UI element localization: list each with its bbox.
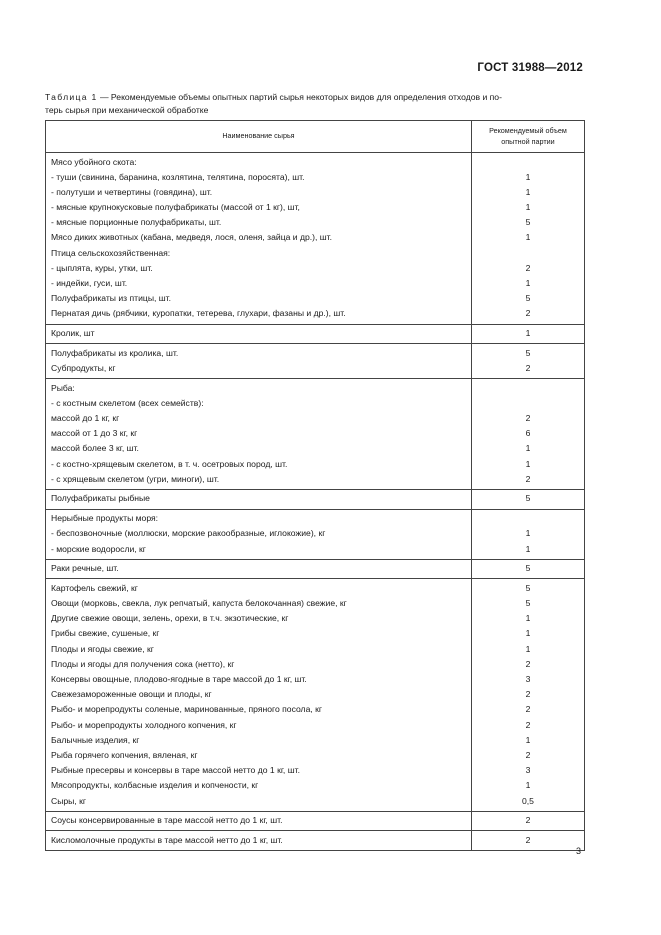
batch-volume-value: [472, 246, 584, 261]
batch-volume-cell: [471, 579, 584, 811]
raw-material-name: Кролик, шт: [51, 328, 95, 339]
raw-material-name: Плоды и ягоды для получения сока (нетто), кг: [51, 658, 235, 669]
raw-material-cell: [46, 489, 472, 509]
table-body: [46, 153, 585, 851]
raw-material-name: Соусы консервированные в таре массой нетто до 1 кг, шт.: [51, 815, 283, 826]
batch-volume-cell: [471, 379, 584, 490]
standard-code: ГОСТ 31988—2012: [477, 62, 583, 74]
table-row: [46, 324, 585, 344]
raw-material-name: Мясопродукты, колбасные изделия и копчености, кг: [51, 780, 259, 791]
table-caption-label: Таблица 1: [45, 92, 98, 102]
header-qty-column: [471, 121, 584, 153]
raw-material-name: Пернатая дичь (рябчики, куропатки, тетерева, глухари, фазаны и др.), шт.: [51, 308, 346, 319]
raw-material-cell: [46, 831, 472, 851]
batch-volume-value: 1: [525, 528, 531, 539]
batch-volume-value: 2: [525, 834, 531, 845]
raw-material-name: Овощи (морковь, свекла, лук репчатый, капуста белокочанная) свежие, кг: [51, 598, 347, 609]
batch-volume-value: 2: [525, 749, 531, 760]
raw-materials-table: [45, 120, 585, 851]
batch-volume-cell: [471, 509, 584, 559]
batch-volume-cell: [471, 559, 584, 579]
raw-material-name: Рыба:: [51, 382, 75, 393]
raw-material-name: - полутуши и четвертины (говядина), шт.: [51, 186, 213, 197]
raw-material-name: Балычные изделия, кг: [51, 734, 140, 745]
batch-volume-value: 1: [525, 202, 531, 213]
batch-volume-value: 2: [525, 704, 531, 715]
batch-volume-value: [472, 511, 584, 526]
batch-volume-value: 1: [525, 232, 531, 243]
raw-material-name: Птица сельскохозяйственная:: [51, 247, 171, 258]
batch-volume-value: 1: [525, 543, 531, 554]
batch-volume-value: 5: [525, 217, 531, 228]
table-row: [46, 811, 585, 831]
table-row: [46, 153, 585, 325]
batch-volume-value: 2: [525, 308, 531, 319]
table-header-row: [46, 121, 585, 153]
batch-volume-value: 2: [525, 473, 531, 484]
table-row: [46, 579, 585, 811]
raw-material-name: Свежезамороженные овощи и плоды, кг: [51, 689, 212, 700]
raw-material-name: Плоды и ягоды свежие, кг: [51, 643, 154, 654]
raw-material-cell: [46, 324, 472, 344]
raw-material-name: Другие свежие овощи, зелень, орехи, в т.ч. экзотические, кг: [51, 613, 289, 624]
raw-material-name: Рыбо- и морепродукты холодного копчения, кг: [51, 719, 237, 730]
raw-material-name: Мясо убойного скота:: [51, 156, 137, 167]
raw-material-name: Полуфабрикаты из кролика, шт.: [51, 347, 179, 358]
table-row: [46, 379, 585, 490]
raw-material-name: массой от 1 до 3 кг, кг: [51, 428, 138, 439]
raw-material-name: Рыбные пресервы и консервы в таре массой нетто до 1 кг, шт.: [51, 765, 300, 776]
batch-volume-value: 1: [525, 328, 531, 339]
raw-material-name: Субпродукты, кг: [51, 362, 116, 373]
batch-volume-value: 1: [525, 734, 531, 745]
raw-material-name: Полуфабрикаты рыбные: [51, 493, 150, 504]
raw-material-name: - с костным скелетом (всех семейств):: [51, 397, 204, 408]
batch-volume-value: 0,5: [521, 795, 534, 806]
batch-volume-value: 2: [525, 658, 531, 669]
batch-volume-value: 1: [525, 628, 531, 639]
raw-material-name: - мясные порционные полуфабрикаты, шт.: [51, 217, 222, 228]
batch-volume-value: 1: [525, 171, 531, 182]
batch-volume-value: 1: [525, 780, 531, 791]
raw-material-cell: [46, 579, 472, 811]
table-caption-text-continued: терь сырья при механической обработке: [45, 104, 209, 115]
raw-material-cell: [46, 509, 472, 559]
raw-material-name: Раки речные, шт.: [51, 563, 119, 574]
raw-material-name: - мясные крупнокусковые полуфабрикаты (массой от 1 кг), шт,: [51, 202, 300, 213]
batch-volume-value: 5: [525, 293, 531, 304]
header-qty-line2: опытной партии: [501, 136, 555, 146]
batch-volume-value: 2: [525, 362, 531, 373]
table-row: [46, 831, 585, 851]
raw-material-name: Сыры, кг: [51, 795, 87, 806]
raw-material-name: Рыба горячего копчения, вяленая, кг: [51, 749, 198, 760]
batch-volume-value: 2: [525, 413, 531, 423]
batch-volume-value: 2: [525, 262, 531, 273]
raw-material-name: Мясо диких животных (кабана, медведя, лося, оленя, зайца и др.), шт.: [51, 232, 333, 243]
batch-volume-value: 2: [525, 689, 531, 700]
batch-volume-value: 6: [525, 428, 531, 439]
batch-volume-value: 1: [525, 613, 531, 624]
batch-volume-value: 1: [525, 458, 531, 469]
batch-volume-cell: [471, 324, 584, 344]
batch-volume-value: 3: [525, 674, 531, 684]
raw-material-cell: [46, 379, 472, 490]
raw-material-name: массой до 1 кг, кг: [51, 413, 120, 423]
table-caption: [45, 91, 585, 116]
table-row: [46, 559, 585, 579]
raw-material-cell: [46, 344, 472, 379]
raw-material-name: - с хрящевым скелетом (угри, миноги), шт.: [51, 473, 220, 484]
raw-material-name: Консервы овощные, плодово-ягодные в таре массой до 1 кг, шт.: [51, 674, 307, 684]
batch-volume-value: 3: [525, 765, 531, 776]
batch-volume-cell: [471, 344, 584, 379]
raw-material-name: - морские водоросли, кг: [51, 543, 146, 554]
batch-volume-value: 5: [525, 582, 531, 593]
page-number: 3: [575, 846, 581, 856]
batch-volume-value: 1: [525, 643, 531, 654]
batch-volume-value: 1: [525, 443, 531, 454]
raw-material-name: Нерыбные продукты моря:: [51, 513, 159, 524]
raw-material-name: Грибы свежие, сушеные, кг: [51, 628, 160, 639]
raw-material-name: Полуфабрикаты из птицы, шт.: [51, 293, 172, 304]
batch-volume-value: [472, 381, 584, 396]
raw-material-cell: [46, 559, 472, 579]
batch-volume-value: 2: [525, 815, 531, 826]
table-row: [46, 489, 585, 509]
raw-material-name: массой более 3 кг, шт.: [51, 443, 139, 454]
table-row: [46, 509, 585, 559]
raw-material-cell: [46, 153, 472, 325]
batch-volume-value: 5: [525, 493, 531, 504]
raw-material-cell: [46, 811, 472, 831]
batch-volume-value: 1: [525, 186, 531, 197]
table-row: [46, 344, 585, 379]
batch-volume-value: 5: [525, 598, 531, 609]
batch-volume-value: 1: [525, 278, 531, 288]
batch-volume-value: [472, 396, 584, 411]
raw-material-name: - цыплята, куры, утки, шт.: [51, 262, 153, 273]
raw-material-name: Кисломолочные продукты в таре массой нетто до 1 кг, шт.: [51, 834, 283, 845]
table-caption-text: — Рекомендуемые объемы опытных партий сырья некоторых видов для определения отходов и по-: [97, 92, 502, 102]
raw-material-name: Картофель свежий, кг: [51, 582, 138, 593]
header-name-column: Наименование сырья: [46, 121, 472, 153]
batch-volume-value: [472, 155, 584, 170]
raw-material-name: Рыбо- и морепродукты соленые, маринованные, пряного посола, кг: [51, 704, 323, 715]
batch-volume-cell: [471, 489, 584, 509]
batch-volume-value: 5: [525, 347, 531, 358]
batch-volume-value: 2: [525, 719, 531, 730]
raw-material-name: - с костно-хрящевым скелетом, в т. ч. осетровых пород, шт.: [51, 458, 288, 469]
batch-volume-cell: [471, 153, 584, 325]
raw-material-name: - индейки, гуси, шт.: [51, 278, 128, 288]
batch-volume-cell: [471, 831, 584, 851]
header-qty-line1: Рекомендуемый объем: [489, 126, 567, 135]
batch-volume-cell: [471, 811, 584, 831]
batch-volume-value: 5: [525, 563, 531, 574]
raw-material-name: - беспозвоночные (моллюски, морские ракообразные, иглокожие), кг: [51, 528, 326, 539]
raw-material-name: - туши (свинина, баранина, козлятина, телятина, поросята), шт.: [51, 171, 305, 182]
